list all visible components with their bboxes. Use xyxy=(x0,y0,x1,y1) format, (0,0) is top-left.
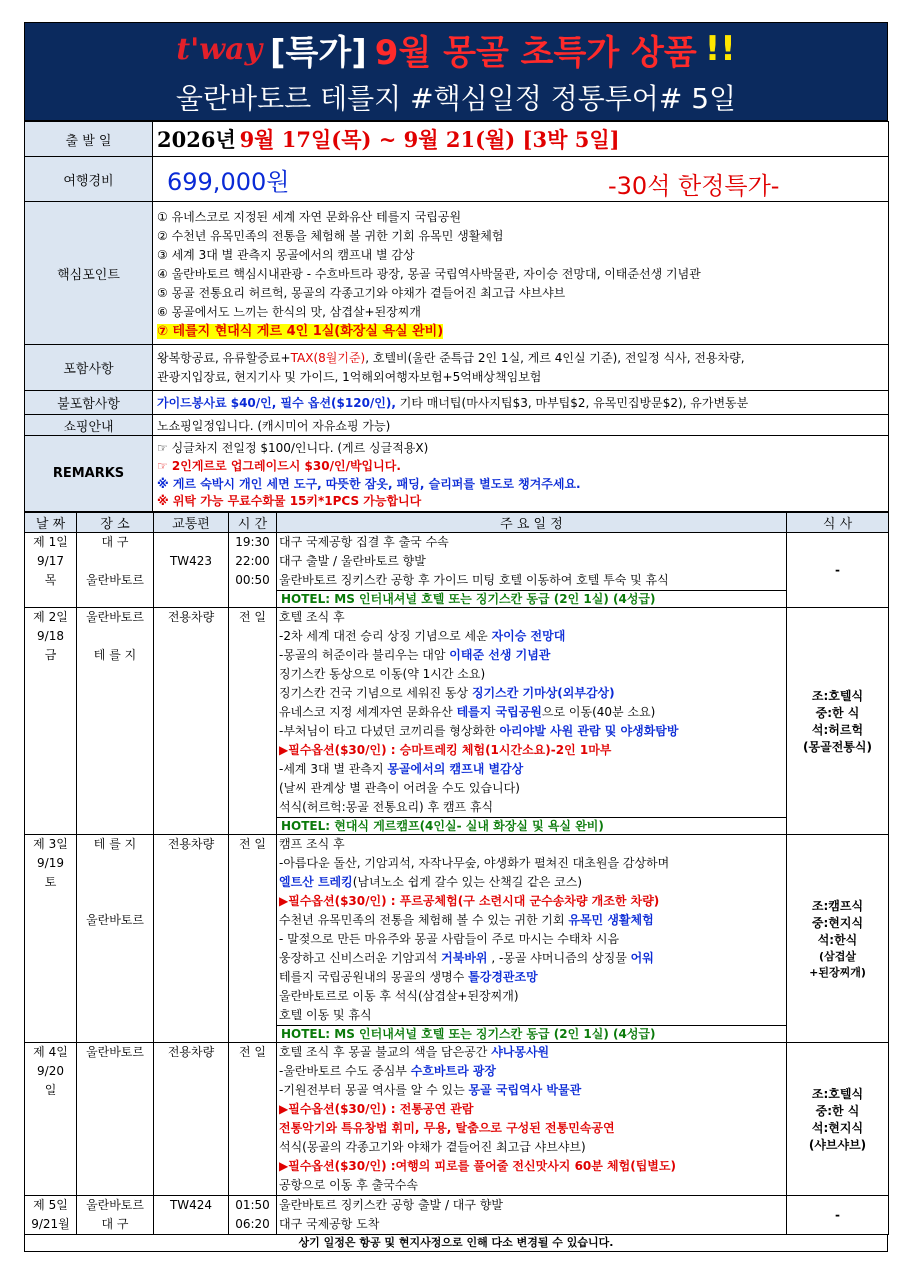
day-weekday: 토 xyxy=(44,875,57,889)
day-meal xyxy=(787,608,889,835)
day-place xyxy=(77,1196,154,1235)
points-label: 핵심포인트 xyxy=(25,202,153,345)
schedule-table xyxy=(24,512,889,1235)
text: 유네스코 지정 세계자연 문화유산 xyxy=(279,705,457,719)
day-transport: 전용차량 xyxy=(154,835,229,1043)
itinerary-line: 공항으로 이동 후 출국수속 xyxy=(279,1178,418,1192)
day-date-text: 9/20 xyxy=(37,1064,64,1078)
day-itinerary xyxy=(277,1196,787,1235)
place: 대 구 xyxy=(101,1217,129,1231)
meal-item: (삼겹살 xyxy=(819,950,856,963)
time: 01:50 xyxy=(235,1198,270,1212)
itinerary-line xyxy=(279,968,784,987)
day-date xyxy=(25,608,77,835)
day-place: 울란바토르 xyxy=(77,1043,154,1196)
point-item: ④ 울란바토르 핵심시내관광 - 수흐바트라 광장, 몽골 국립역사박물관, 자이승 전망대, 이태준선생 기념관 xyxy=(157,266,701,281)
itinerary-line: 대구 국제공항 집결 후 출국 수속 xyxy=(279,535,449,549)
itinerary-line xyxy=(279,911,784,930)
itinerary-line xyxy=(279,627,784,646)
highlight: 어워 xyxy=(630,951,654,965)
include-tax: TAX(8월기준) xyxy=(290,350,366,365)
day-transport: TW424 xyxy=(154,1196,229,1235)
day-row xyxy=(25,608,889,835)
highlight: 샤나몽사원 xyxy=(491,1045,550,1059)
day-weekday: 일 xyxy=(44,1083,57,1097)
text: 수천년 유목민족의 전통을 체험해 볼 수 있는 귀한 기회 xyxy=(279,913,569,927)
day-date-text: 9/17 xyxy=(37,554,64,568)
itinerary-line xyxy=(279,646,784,665)
highlight: 톨강경관조망 xyxy=(468,970,538,984)
itinerary-line: 캠프 조식 후 xyxy=(279,837,345,851)
day-itinerary xyxy=(277,608,787,835)
day-row xyxy=(25,835,889,1043)
day-number: 제 4일 xyxy=(33,1045,68,1059)
day-date-text: 9/18 xyxy=(37,629,64,643)
day-date xyxy=(25,533,77,608)
itinerary-line: 전통악기와 특유창법 휘미, 무용, 탈춤으로 구성된 전통민속공연 xyxy=(279,1121,615,1135)
col-itinerary: 주 요 일 정 xyxy=(277,513,787,533)
itinerary-line: - 말젖으로 만든 마유주와 몽골 사람들이 주로 마시는 수태차 시음 xyxy=(279,932,620,946)
remark-item: ☞ 싱글차지 전일정 $100/인니다. (게르 싱글적용X) xyxy=(157,440,429,455)
col-meal: 식 사 xyxy=(787,513,889,533)
day-time: 전 일 xyxy=(229,1043,277,1196)
day-date xyxy=(25,835,77,1043)
point-item: ① 유네스코로 지정된 세계 자연 문화유산 테를지 국립공원 xyxy=(157,209,462,224)
schedule-header xyxy=(25,513,889,533)
day-itinerary xyxy=(277,835,787,1043)
departure-year: 2026년 xyxy=(157,127,236,152)
itinerary-line: 울란바토르로 이동 후 석식(삼겹살+된장찌개) xyxy=(279,989,519,1003)
shopping-label: 쇼핑안내 xyxy=(25,415,153,436)
meal-item: 중:한 식 xyxy=(815,1104,860,1118)
text: -2차 세계 대전 승리 상징 기념으로 세운 xyxy=(279,629,492,643)
day-time xyxy=(229,533,277,608)
day-number: 제 2일 xyxy=(33,610,68,624)
tour-flyer xyxy=(24,22,888,1252)
col-date: 날 짜 xyxy=(25,513,77,533)
highlight: 수흐바트라 광장 xyxy=(410,1064,497,1078)
time: 00:50 xyxy=(235,573,270,587)
text: , -몽골 샤머니즘의 상징물 xyxy=(487,951,631,965)
itinerary-line xyxy=(279,760,784,779)
itinerary-line: 대구 출발 / 울란바토르 향발 xyxy=(279,554,426,568)
highlight: 이태준 선생 기념관 xyxy=(449,648,551,662)
place: 울란바토르 xyxy=(86,913,144,927)
price: 699,000원 xyxy=(167,167,290,196)
day-row xyxy=(25,1196,889,1235)
day-weekday: 목 xyxy=(44,573,57,587)
place: 테 를 지 xyxy=(93,648,137,662)
day-transport: 전용차량 xyxy=(154,608,229,835)
tway-logo: t'way xyxy=(176,31,263,67)
day-date xyxy=(25,1043,77,1196)
meal-item: 조:캠프식 xyxy=(811,899,864,913)
price-label: 여행경비 xyxy=(25,157,153,202)
point-item: ⑥ 몽골에서도 느끼는 한식의 맛, 삼겹살+된장찌개 xyxy=(157,304,421,319)
option-line: ▶필수옵션($30/인) : 푸르공체험(구 소련시대 군수송차량 개조한 차량) xyxy=(279,894,660,908)
include-text: , 호텔비(울란 준특급 2인 1실, 게르 4인실 기준), 전일정 식사, 전용차량, xyxy=(365,350,745,365)
highlight: 테를지 국립공원 xyxy=(456,705,542,719)
day-transport xyxy=(154,533,229,608)
point-item: ⑤ 몽골 전통요리 허르헉, 몽골의 각종고기와 야채가 곁들어진 최고급 샤브샤브 xyxy=(157,285,566,300)
itinerary-line xyxy=(279,722,784,741)
itinerary-line: 석식(허르헉:몽골 전통요리) 후 캠프 휴식 xyxy=(279,800,494,814)
meal-item: 조:호텔식 xyxy=(811,689,864,703)
flyer-header xyxy=(24,22,888,121)
meal-item: 석:한식 xyxy=(817,933,858,947)
day-itinerary xyxy=(277,533,787,608)
day-number: 제 3일 xyxy=(33,837,68,851)
include-label: 포함사항 xyxy=(25,345,153,391)
highlight: 유목민 생활체험 xyxy=(568,913,654,927)
option-line: ▶필수옵션($30/인) : 승마트레킹 체험(1시간소요)-2인 1마부 xyxy=(279,743,612,757)
place: 울란바토르 xyxy=(86,1198,144,1212)
place: 대 구 xyxy=(101,535,129,549)
text: 으로 이동(40분 소요) xyxy=(541,705,656,719)
day-row xyxy=(25,1043,889,1196)
header-title-row xyxy=(25,23,887,75)
text: -몽골의 허준이라 불리우는 대암 xyxy=(279,648,450,662)
highlight: 몽골에서의 캠프내 별감상 xyxy=(387,762,524,776)
text: 웅장하고 신비스러운 기암괴석 xyxy=(279,951,442,965)
itinerary-line: 호텔 조식 후 xyxy=(279,610,345,624)
itinerary-line: 울란바토르 징키스칸 공항 출발 / 대구 향발 xyxy=(279,1198,503,1212)
col-time: 시 간 xyxy=(229,513,277,533)
day-number: 제 1일 xyxy=(33,535,68,549)
point-highlight: ⑦ 테를지 현대식 게르 4인 1실(화장실 욕실 완비) xyxy=(157,323,444,339)
day-date xyxy=(25,1196,77,1235)
itinerary-line xyxy=(279,1081,784,1100)
footer-notice: 상기 일정은 항공 및 현지사정으로 인해 다소 변경될 수 있습니다. xyxy=(24,1235,888,1252)
text: -세계 3대 별 관측지 xyxy=(279,762,388,776)
day-place xyxy=(77,835,154,1043)
highlight: 엘트산 트레킹 xyxy=(279,875,353,889)
transport: TW423 xyxy=(169,554,213,568)
day-meal: - xyxy=(787,533,889,608)
meal-item: +된장찌개) xyxy=(809,966,866,979)
day-meal: - xyxy=(787,1196,889,1235)
itinerary-line: 석식(몽골의 각종고기와 야채가 곁들어진 최고급 샤브샤브) xyxy=(279,1140,586,1154)
meal-item: 석:현지식 xyxy=(811,1121,864,1135)
remark-item: ☞ 2인게르로 업그레이드시 $30/인/박입니다. xyxy=(157,458,401,473)
meal-item: (샤브샤브) xyxy=(808,1138,867,1152)
itinerary-line: 대구 국제공항 도착 xyxy=(279,1217,380,1231)
itinerary-line xyxy=(279,873,784,892)
remarks-label: REMARKS xyxy=(25,436,153,512)
departure-value xyxy=(153,122,889,157)
itinerary-line: 징기스칸 동상으로 이동(약 1시간 소요) xyxy=(279,667,486,681)
time: 22:00 xyxy=(235,554,270,568)
place: 울란바토르 xyxy=(86,610,144,624)
meal-item: 중:현지식 xyxy=(811,916,864,930)
exclude-value xyxy=(153,391,889,415)
text: -울란바토르 수도 중심부 xyxy=(279,1064,411,1078)
itinerary-line: 호텔 이동 및 휴식 xyxy=(279,1008,372,1022)
option-line: ▶필수옵션($30/인) :여행의 피로를 풀어줄 전신맛사지 60분 체험(팁별도) xyxy=(279,1159,676,1173)
day-place xyxy=(77,608,154,835)
highlight: 자이승 전망대 xyxy=(491,629,566,643)
departure-label: 출 발 일 xyxy=(25,122,153,157)
day-date-text: 9/19 xyxy=(37,856,64,870)
highlight: 거북바위 xyxy=(441,951,488,965)
header-exclaim: !! xyxy=(704,29,736,69)
remark-item: ※ 위탁 가능 무료수화물 15키*1PCS 가능합니다 xyxy=(157,493,422,508)
shopping-value: 노쇼핑일정입니다. (캐시미어 자유쇼핑 가능) xyxy=(153,415,889,436)
itinerary-line: (날씨 관계상 별 관측이 어려울 수도 있습니다) xyxy=(279,781,520,795)
meal-item: (몽골전통식) xyxy=(803,740,872,754)
point-item: ② 수천년 유목민족의 전통을 체험해 볼 귀한 기회 유목민 생활체험 xyxy=(157,228,504,243)
day-meal xyxy=(787,835,889,1043)
col-place: 장 소 xyxy=(77,513,154,533)
include-value xyxy=(153,345,889,391)
itinerary-line: -아름다운 돌산, 기암괴석, 자작나무숲, 야생화가 펼쳐진 대초원을 감상하며 xyxy=(279,856,670,870)
exclude-label: 불포함사항 xyxy=(25,391,153,415)
itinerary-line xyxy=(279,684,784,703)
place: 울란바토르 xyxy=(86,573,144,587)
itinerary-line xyxy=(279,1043,784,1062)
hotel-line: HOTEL: 현대식 게르캠프(4인실- 실내 화장실 및 욕실 완비) xyxy=(277,817,786,834)
exclude-text: 기타 매너팁(마사지팁$3, 마부팁$2, 유목민집방문$2), 유가변동분 xyxy=(395,396,749,410)
include-text: 왕복항공료, 유류할증료+ xyxy=(157,350,291,365)
text: 호텔 조식 후 몽골 불교의 색을 담은공간 xyxy=(279,1045,492,1059)
day-number: 제 5일 xyxy=(33,1198,68,1212)
point-item: ③ 세계 3대 별 관측지 몽골에서의 캠프내 별 감상 xyxy=(157,247,415,262)
include-text: 관광지입장료, 현지기사 및 가이드, 1억해외여행자보험+5억배상책임보험 xyxy=(157,369,542,384)
meal-item: 석:허르헉 xyxy=(811,723,864,737)
text: 테를지 국립공원내의 몽골의 생명수 xyxy=(279,970,469,984)
text: -기원전부터 몽골 역사를 알 수 있는 xyxy=(279,1083,469,1097)
hotel-line: HOTEL: MS 인터내셔널 호텔 또는 징기스칸 동급 (2인 1실) (4성급) xyxy=(277,1025,786,1042)
day-date-text: 9/21월 xyxy=(31,1217,70,1231)
time: 19:30 xyxy=(235,535,270,549)
place: 테 를 지 xyxy=(93,837,137,851)
meal-item: 조:호텔식 xyxy=(811,1087,864,1101)
meal-item: 중:한 식 xyxy=(815,706,860,720)
text: (남녀노소 쉽게 갈수 있는 산책길 같은 코스) xyxy=(352,875,583,889)
info-table xyxy=(24,121,889,512)
price-note: -30석 한정특가- xyxy=(608,172,780,200)
day-transport: 전용차량 xyxy=(154,1043,229,1196)
text: 징기스칸 건국 기념으로 세워진 동상 xyxy=(279,686,472,700)
highlight: 아리야발 사원 관람 및 야생화탐방 xyxy=(499,724,679,738)
itinerary-line xyxy=(279,1062,784,1081)
header-subtitle: 울란바토르 테를지 #핵심일정 정통투어# 5일 xyxy=(175,82,737,115)
exclude-guide: 가이드봉사료 $40/인, 필수 옵션($120/인), xyxy=(157,396,396,410)
highlight: 몽골 국립역사 박물관 xyxy=(468,1083,582,1097)
points-list xyxy=(153,202,889,345)
day-time: 전 일 xyxy=(229,608,277,835)
highlight: 징기스칸 기마상(외부감상) xyxy=(471,686,615,700)
itinerary-line xyxy=(279,949,784,968)
day-time xyxy=(229,1196,277,1235)
day-weekday: 금 xyxy=(44,648,57,662)
option-line: ▶필수옵션($30/인) : 전통공연 관람 xyxy=(279,1102,474,1116)
day-place xyxy=(77,533,154,608)
col-transport: 교통편 xyxy=(154,513,229,533)
itinerary-line: 울란바토르 징키스칸 공항 후 가이드 미팅 호텔 이동하여 호텔 투숙 및 휴식 xyxy=(279,573,669,587)
remarks-list xyxy=(153,436,889,512)
day-itinerary xyxy=(277,1043,787,1196)
day-row xyxy=(25,533,889,608)
header-title: 9월 몽골 초특가 상품 xyxy=(374,32,697,73)
hotel-line: HOTEL: MS 인터내셔널 호텔 또는 징기스칸 동급 (2인 1실) (4성급) xyxy=(277,590,786,607)
day-meal xyxy=(787,1043,889,1196)
remark-item: ※ 게르 숙박시 개인 세면 도구, 따뜻한 잠옷, 패딩, 슬리퍼를 별도로 챙겨주세요. xyxy=(157,476,581,491)
departure-dates: 9월 17일(목) ~ 9월 21(월) [3박 5일] xyxy=(239,127,620,152)
time: 06:20 xyxy=(235,1217,270,1231)
special-tag: [특가] xyxy=(270,32,367,73)
text: -부처님이 타고 다녔던 코끼리를 형상화한 xyxy=(279,724,500,738)
itinerary-line xyxy=(279,703,784,722)
day-time: 전 일 xyxy=(229,835,277,1043)
price-value xyxy=(153,157,889,202)
